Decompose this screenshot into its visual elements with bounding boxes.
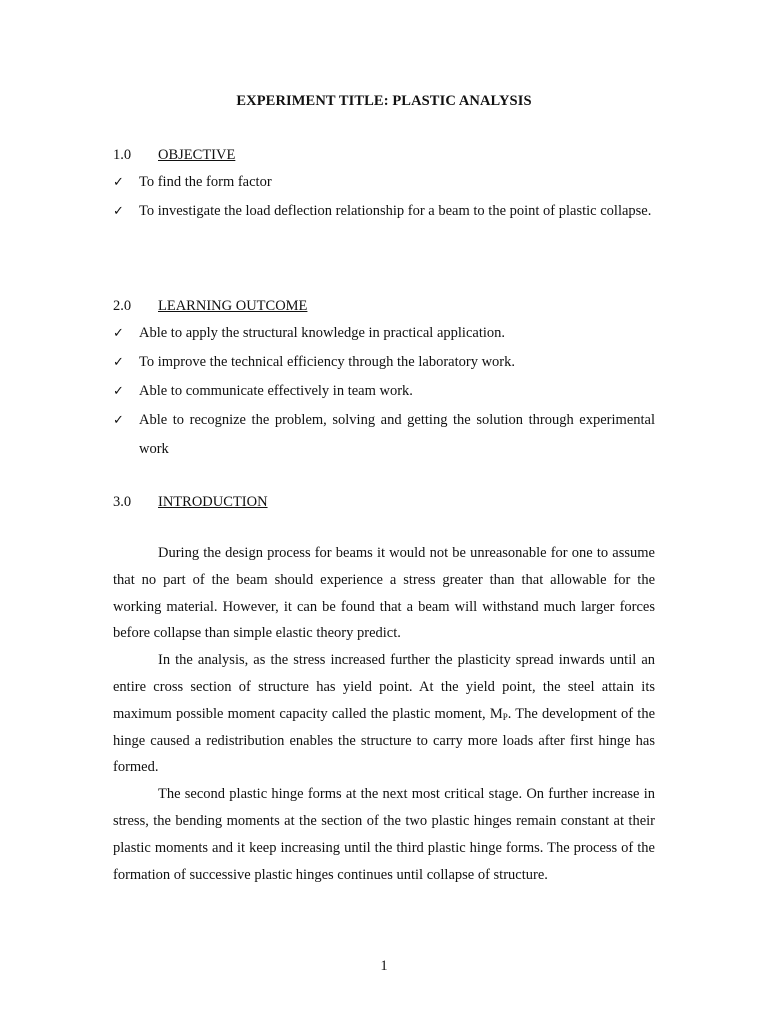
list-item <box>113 197 655 226</box>
section-label: INTRODUCTION <box>158 494 268 510</box>
objective-list <box>113 168 655 226</box>
paragraph: The second plastic hinge forms at the next most critical stage. On further increase in stress, the bending moments at the section of the two plastic hinges remain constant at their plastic moments and it keep increasing until the third plastic hinge forms. The process of the formation of successive plastic hinges continues until collapse of structure. <box>113 786 655 883</box>
page-number: 1 <box>380 958 388 974</box>
section-heading-introduction <box>113 492 268 512</box>
page-title: EXPERIMENT TITLE: PLASTIC ANALYSIS <box>236 93 532 109</box>
checkmark-icon: ✓ <box>113 384 124 399</box>
list-item-text: To investigate the load deflection relationship for a beam to the point of plastic collapse. <box>139 203 652 219</box>
paragraph: During the design process for beams it would not be unreasonable for one to assume that no part of the beam should experience a stress greater than that allowable for the working material. However, it can be found that a beam will withstand much larger forces before collapse than simple elastic theory predict. <box>113 545 655 642</box>
section-number: 3.0 <box>113 494 132 510</box>
section-number: 1.0 <box>113 147 132 163</box>
section-heading-learning-outcome <box>113 296 307 316</box>
subscript: P <box>502 711 508 722</box>
checkmark-icon: ✓ <box>113 413 124 428</box>
list-item-text: Able to apply the structural knowledge in practical application. <box>139 325 506 341</box>
paragraph-text: In the analysis, as the stress increased further the plasticity spread inwards until an entire cross section of structure has yield point. At the yield point, the steel attain its maximum possible moment capacity called the plastic moment, M <box>113 652 655 722</box>
checkmark-icon: ✓ <box>113 175 124 190</box>
list-item-text: Able to communicate effectively in team work. <box>139 383 413 399</box>
checkmark-icon: ✓ <box>113 326 124 341</box>
list-item <box>113 348 655 377</box>
list-item-text: To find the form factor <box>139 174 272 190</box>
list-item-text: To improve the technical efficiency through the laboratory work. <box>139 354 515 370</box>
section-label: LEARNING OUTCOME <box>158 298 308 314</box>
section-heading-objective <box>113 145 235 165</box>
section-number: 2.0 <box>113 298 132 314</box>
list-item <box>113 377 655 406</box>
list-item <box>113 319 655 348</box>
list-item-text: Able to recognize the problem, solving and getting the solution through experimental work <box>139 412 655 457</box>
introduction-body <box>113 540 655 888</box>
section-label: OBJECTIVE <box>158 147 236 163</box>
learning-outcome-list <box>113 319 655 464</box>
paragraph <box>113 647 655 781</box>
list-item <box>113 168 655 197</box>
checkmark-icon: ✓ <box>113 204 124 219</box>
paragraph-text: . The development of the hinge caused a redistribution enables the structure to carry more loads after first hinge has formed. <box>113 705 655 776</box>
checkmark-icon: ✓ <box>113 355 124 370</box>
list-item <box>113 406 655 464</box>
